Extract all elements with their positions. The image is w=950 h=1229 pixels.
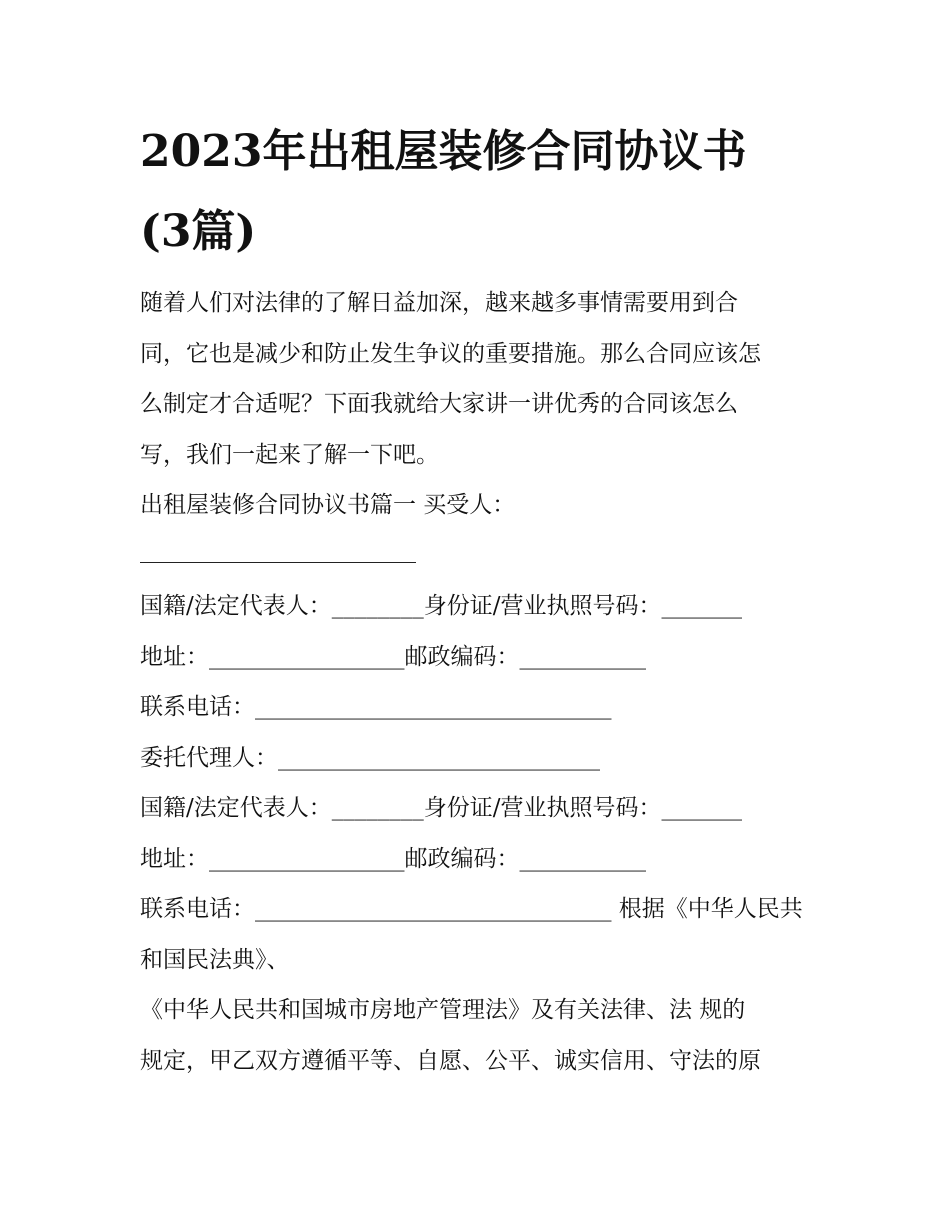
paragraph-line: 同，它也是减少和防止发生争议的重要措施。那么合同应该怎	[140, 340, 761, 367]
paragraph-line: 规定，甲乙双方遵循平等、自愿、公平、诚实信用、守法的原	[140, 1047, 761, 1074]
paragraph-line: 国籍/法定代表人：________身份证/营业执照号码：_______	[140, 593, 742, 619]
paragraph-line: 么制定才合适呢？下面我就给大家讲一讲优秀的合同该怎么	[140, 391, 738, 417]
paragraph-line: 联系电话：_______________________________ 根据《中华人民共	[140, 896, 803, 922]
paragraph-line: 地址：_________________邮政编码：___________	[140, 643, 646, 670]
paragraph-line: 国籍/法定代表人：________身份证/营业执照号码：_______	[140, 795, 742, 821]
document-body	[140, 278, 830, 1086]
paragraph-line: 地址：_________________邮政编码：___________	[140, 845, 646, 872]
paragraph-line: 委托代理人：____________________________	[140, 744, 600, 771]
fill-in-underline	[140, 532, 416, 563]
paragraph-line: 和国民法典》、	[140, 946, 290, 973]
paragraph-line: 随着人们对法律的了解日益加深，越来越多事情需要用到合	[140, 290, 738, 316]
title-line-1: 2023年出租屋装修合同协议书	[140, 126, 747, 177]
paragraph-line: 联系电话：_______________________________	[140, 694, 612, 720]
blank-fill-line	[140, 531, 830, 582]
paragraph-line: 《中华人民共和国城市房地产管理法》及有关法律、法 规的	[140, 997, 746, 1023]
title-line-2: (3篇)	[140, 206, 257, 257]
document-title	[140, 112, 830, 272]
paragraph-line: 写，我们一起来了解一下吧。	[140, 441, 439, 468]
paragraph-line: 出租屋装修合同协议书篇一 买受人：	[140, 492, 516, 518]
